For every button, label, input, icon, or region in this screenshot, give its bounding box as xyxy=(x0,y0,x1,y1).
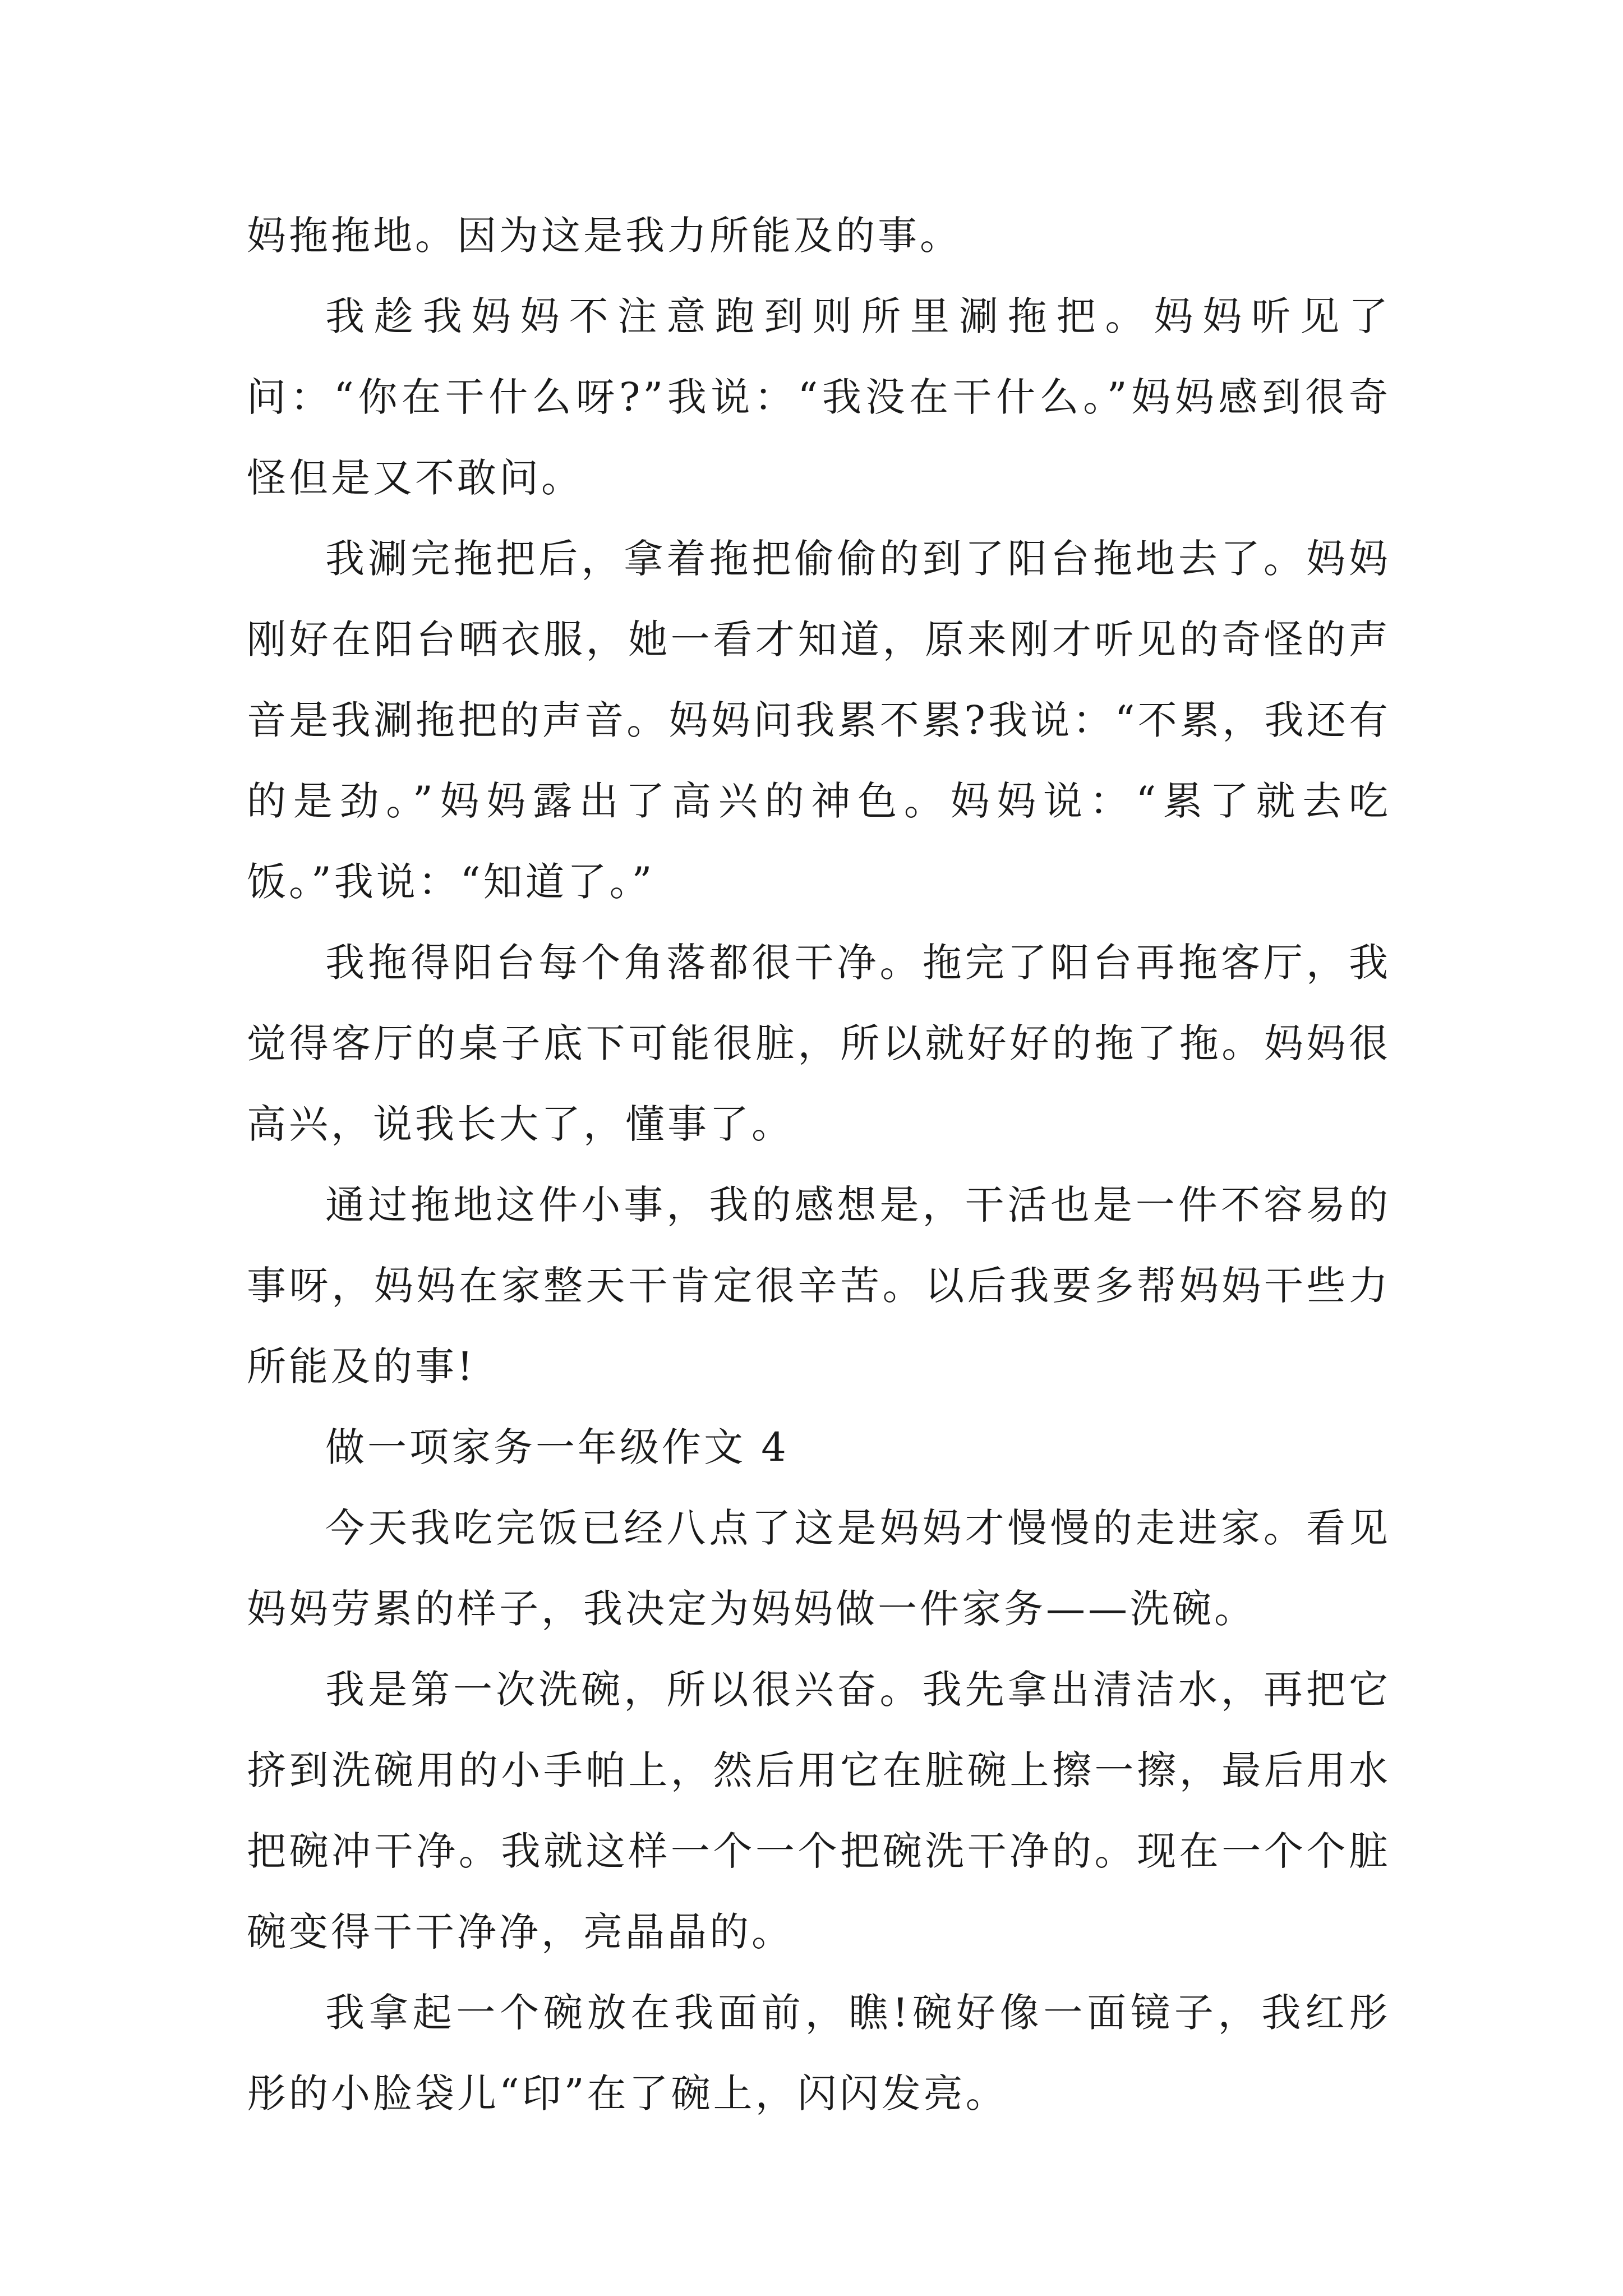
paragraph-6: 今天我吃完饭已经八点了这是妈妈才慢慢的走进家。看见妈妈劳累的样子，我决定为妈妈做一件家务——洗碗。 xyxy=(247,1505,1391,1632)
section-heading: 做一项家务一年级作文 4 xyxy=(325,1424,789,1470)
paragraph-1: 妈拖拖地。因为这是我力所能及的事。 xyxy=(247,213,962,259)
paragraph-5: 通过拖地这件小事，我的感想是，干活也是一件不容易的事呀，妈妈在家整天干肯定很辛苦。以后我要多帮妈妈干些力所能及的事! xyxy=(247,1182,1391,1389)
paragraph-3: 我涮完拖把后，拿着拖把偷偷的到了阳台拖地去了。妈妈刚好在阳台晒衣服，她一看才知道，原来刚才听见的奇怪的声音是我涮拖把的声音。妈妈问我累不累?我说：“不累，我还有的是劲。”妈妈露出了高兴的神色。妈妈说：“累了就去吃饭。”我说：“知道了。” xyxy=(247,536,1391,905)
paragraph-8: 我拿起一个碗放在我面前，瞧!碗好像一面镜子，我红彤彤的小脸袋儿“印”在了碗上，闪闪发亮。 xyxy=(247,1990,1391,2116)
paragraph-4: 我拖得阳台每个角落都很干净。拖完了阳台再拖客厅，我觉得客厅的桌子底下可能很脏，所以就好好的拖了拖。妈妈很高兴，说我长大了，懂事了。 xyxy=(247,940,1391,1147)
paragraph-2: 我趁我妈妈不注意跑到则所里涮拖把。妈妈听见了问：“你在干什么呀?”我说：“我没在干什么。”妈妈感到很奇怪但是又不敢问。 xyxy=(247,293,1391,501)
document-body xyxy=(247,195,1391,2134)
paragraph-7: 我是第一次洗碗，所以很兴奋。我先拿出清洁水，再把它挤到洗碗用的小手帕上，然后用它在脏碗上擦一擦，最后用水把碗冲干净。我就这样一个一个把碗洗干净的。现在一个个脏碗变得干干净净，亮晶晶的。 xyxy=(247,1667,1391,1955)
